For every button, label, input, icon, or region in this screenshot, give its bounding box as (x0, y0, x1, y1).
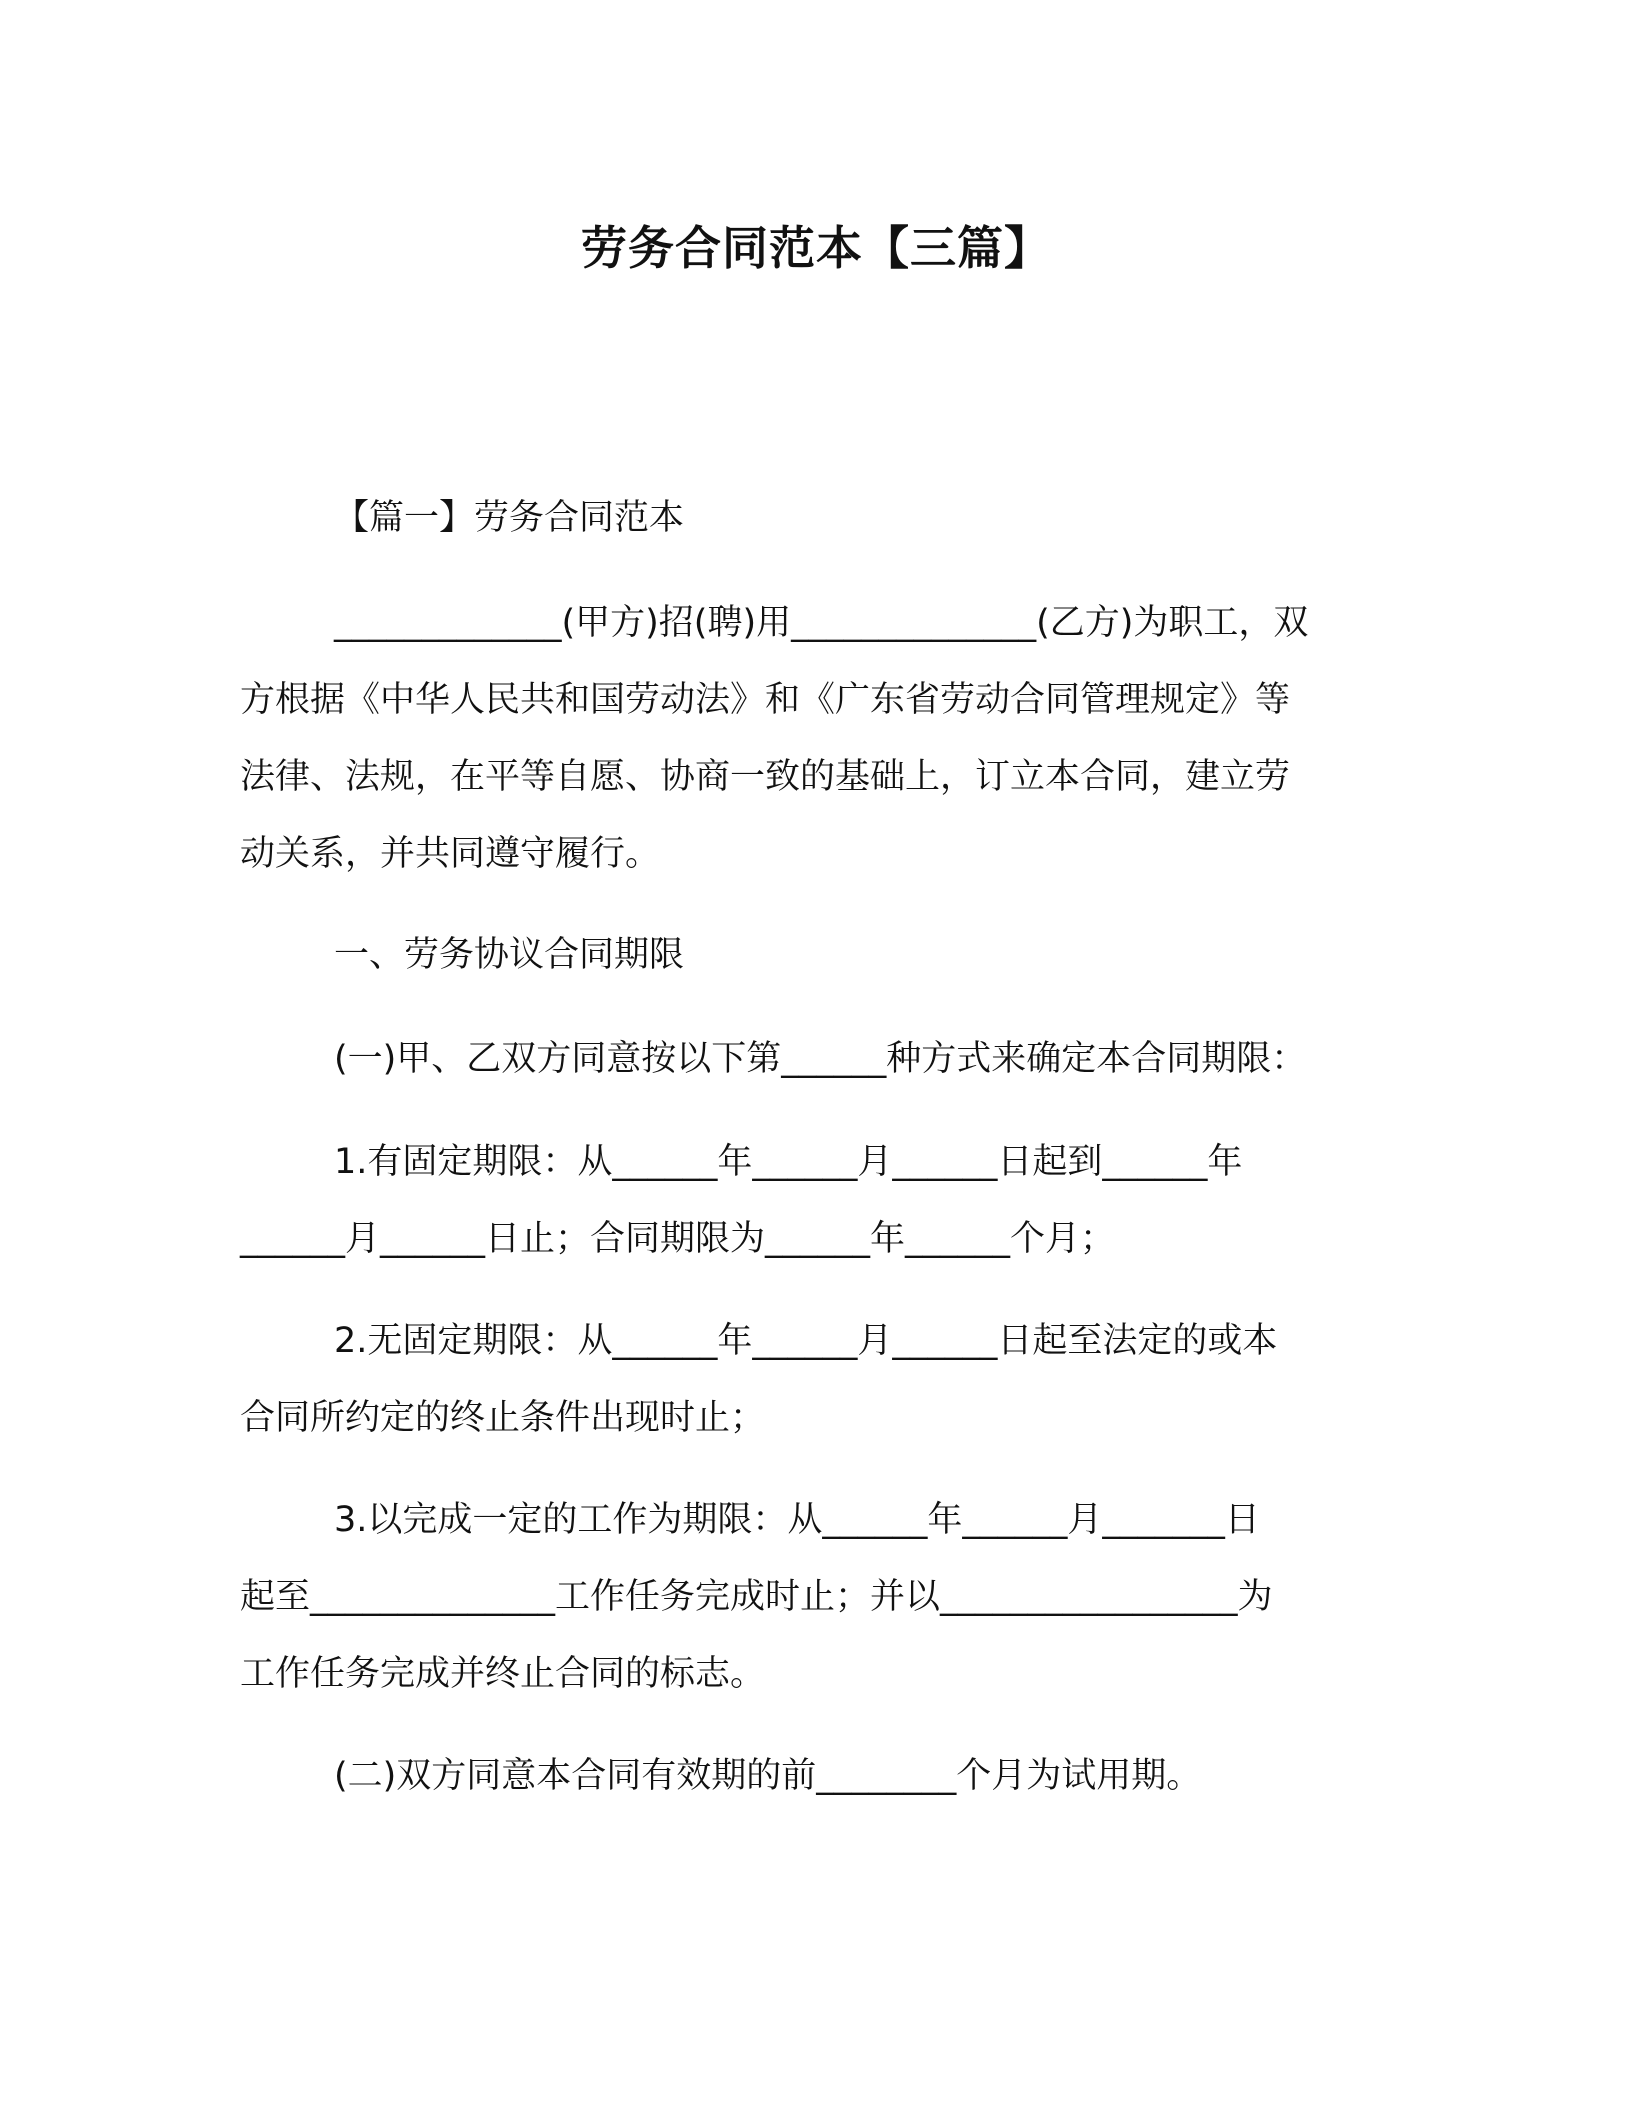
intro-line: 方根据《中华人民共和国劳动法》和《广东省劳动合同管理规定》等 (240, 680, 1291, 720)
item-1-line: 1.有固定期限：从______年______月______日起到______年 (334, 1142, 1243, 1182)
item-2-line: 2.无固定期限：从______年______月______日起至法定的或本 (334, 1321, 1278, 1361)
section-heading-text: 【篇一】劳务合同范本 (334, 498, 685, 538)
item-2-paragraph (240, 1303, 1380, 1457)
intro-paragraph (240, 585, 1380, 893)
item-2-line: 合同所约定的终止条件出现时止； (240, 1398, 766, 1438)
clause-1-text: (一)甲、乙双方同意按以下第______种方式来确定本合同期限： (334, 1039, 1307, 1079)
intro-line: 法律、法规，在平等自愿、协商一致的基础上，订立本合同，建立劳 (240, 757, 1291, 797)
clause-1-paragraph (240, 1021, 1380, 1098)
section-heading (240, 480, 1380, 557)
clause-2-paragraph (240, 1738, 1380, 1815)
item-3-line: 3.以完成一定的工作为期限：从______年______月_______日 (334, 1500, 1260, 1540)
item-1-paragraph (240, 1124, 1380, 1278)
item-3-paragraph (240, 1482, 1380, 1713)
item-3-line: 工作任务完成并终止合同的标志。 (240, 1654, 766, 1694)
item-3-line: 起至______________工作任务完成时止；并以_________________为 (240, 1577, 1273, 1617)
item-1-line: ______月______日止；合同期限为______年______个月； (240, 1219, 1116, 1259)
document-title: 劳务合同范本【三篇】 (581, 221, 1051, 275)
clause-heading (240, 917, 1380, 994)
intro-line: _____________(甲方)招(聘)用______________(乙方)为职工，双 (334, 603, 1309, 643)
clause-heading-text: 一、劳务协议合同期限 (334, 935, 685, 975)
clause-2-text: (二)双方同意本合同有效期的前________个月为试用期。 (334, 1756, 1202, 1796)
intro-line: 动关系，并共同遵守履行。 (240, 834, 661, 874)
